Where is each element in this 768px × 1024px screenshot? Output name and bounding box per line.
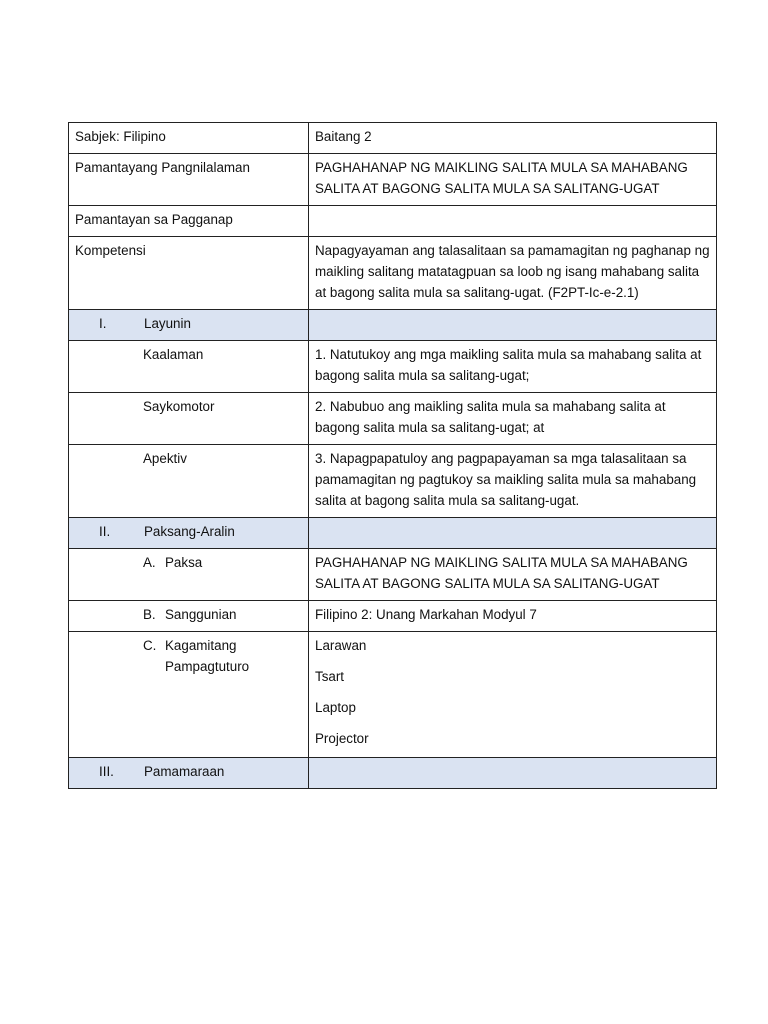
paksang-aralin-numeral: II. <box>99 524 111 539</box>
row-layunin <box>69 310 717 341</box>
paksa-label: Paksa <box>165 555 203 570</box>
paksa-value: PAGHAHANAP NG MAIKLING SALITA MULA SA MAHABANG SALITA AT BAGONG SALITA MULA SA SALITANG-UGAT <box>309 549 717 601</box>
kagamitan-label-line2: Pampagtuturo <box>165 659 250 674</box>
row-saykomotor <box>69 393 717 445</box>
layunin-heading <box>69 310 309 341</box>
apektiv-cell <box>69 445 309 518</box>
row-pamantayang-pangnilalaman <box>69 154 717 206</box>
paksang-aralin-empty-cell <box>309 518 717 549</box>
pamantayan-sa-pagganap-label: Pamantayan sa Pagganap <box>69 206 309 237</box>
sanggunian-letter: B. <box>143 607 156 622</box>
kagamitan-item: Projector <box>315 731 369 746</box>
layunin-empty-cell <box>309 310 717 341</box>
apektiv-value: 3. Napagpapatuloy ang pagpapayaman sa mga talasalitaan sa pamamagitan ng pagtukoy sa maikling salita mula sa mahabang salita at bagong salita mula sa salitang-ugat. <box>309 445 717 518</box>
pamamaraan-label: Pamamaraan <box>144 764 225 779</box>
sanggunian-cell <box>69 601 309 632</box>
paksa-cell <box>69 549 309 601</box>
kompetensi-value: Napagyayaman ang talasalitaan sa pamamagitan ng paghanap ng maikling salitang matatagpuan sa loob ng isang mahabang salita at bagong salita mula sa salitang-ugat. (F2PT-Ic-e-2.1) <box>309 237 717 310</box>
layunin-label: Layunin <box>144 316 191 331</box>
saykomotor-cell <box>69 393 309 445</box>
row-paksang-aralin <box>69 518 717 549</box>
saykomotor-value: 2. Nabubuo ang maikling salita mula sa mahabang salita at bagong salita mula sa salitang-ugat; at <box>309 393 717 445</box>
apektiv-label: Apektiv <box>143 451 187 466</box>
pamamaraan-heading <box>69 758 309 789</box>
row-pamantayan-sa-pagganap <box>69 206 717 237</box>
kaalaman-value: 1. Natutukoy ang mga maikling salita mula sa mahabang salita at bagong salita mula sa salitang-ugat; <box>309 341 717 393</box>
baitang-value: Baitang 2 <box>309 123 717 154</box>
kagamitan-letter: C. <box>143 638 157 653</box>
kagamitan-item: Larawan <box>315 638 367 653</box>
pamantayang-pangnilalaman-label: Pamantayang Pangnilalaman <box>69 154 309 206</box>
row-paksa <box>69 549 717 601</box>
kagamitan-list <box>309 632 717 758</box>
kompetensi-label: Kompetensi <box>69 237 309 310</box>
layunin-numeral: I. <box>99 316 107 331</box>
paksa-letter: A. <box>143 555 156 570</box>
kagamitan-item: Laptop <box>315 700 356 715</box>
row-apektiv <box>69 445 717 518</box>
row-kompetensi <box>69 237 717 310</box>
sanggunian-label: Sanggunian <box>165 607 237 622</box>
row-pamamaraan <box>69 758 717 789</box>
lesson-plan-table <box>68 122 717 789</box>
kaalaman-label: Kaalaman <box>143 347 204 362</box>
row-sanggunian <box>69 601 717 632</box>
row-kagamitan <box>69 632 717 758</box>
kaalaman-cell <box>69 341 309 393</box>
paksang-aralin-heading <box>69 518 309 549</box>
pamamaraan-empty-cell <box>309 758 717 789</box>
kagamitan-item: Tsart <box>315 669 345 684</box>
pamamaraan-numeral: III. <box>99 764 114 779</box>
kagamitan-cell <box>69 632 309 758</box>
sanggunian-value: Filipino 2: Unang Markahan Modyul 7 <box>309 601 717 632</box>
row-kaalaman <box>69 341 717 393</box>
pamantayan-sa-pagganap-value <box>309 206 717 237</box>
pamantayang-pangnilalaman-value: PAGHAHANAP NG MAIKLING SALITA MULA SA MAHABANG SALITA AT BAGONG SALITA MULA SA SALITANG-UGAT <box>309 154 717 206</box>
sabjek-label: Sabjek: Filipino <box>69 123 309 154</box>
kagamitan-label-line1: Kagamitang <box>165 638 237 653</box>
paksang-aralin-label: Paksang-Aralin <box>144 524 235 539</box>
row-sabjek <box>69 123 717 154</box>
saykomotor-label: Saykomotor <box>143 399 215 414</box>
